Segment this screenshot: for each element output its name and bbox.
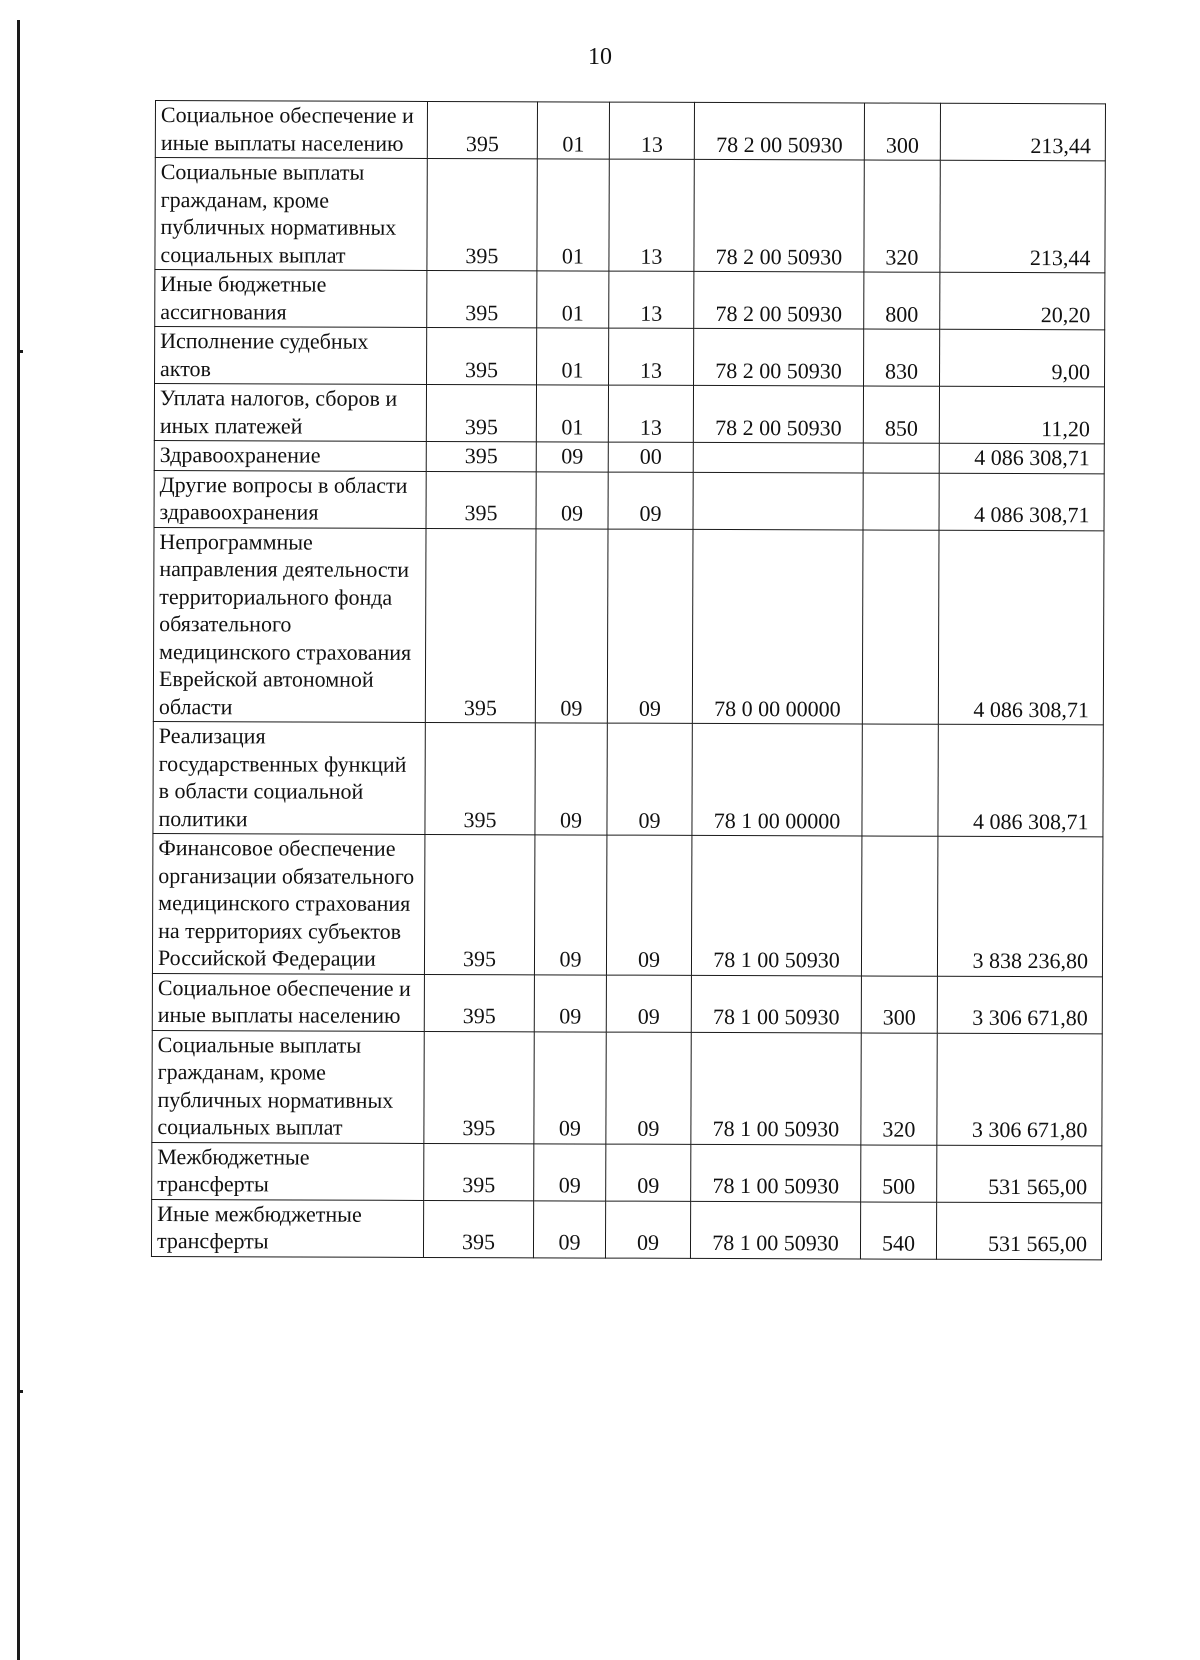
table-row <box>152 1142 1102 1202</box>
row-subsection-code: 13 <box>609 271 694 328</box>
row-target-article: 78 1 00 50930 <box>691 835 861 975</box>
table-row <box>154 440 1104 473</box>
row-subsection-code: 09 <box>607 529 693 724</box>
row-target-article: 78 2 00 50930 <box>693 385 863 443</box>
row-section-code: 09 <box>536 442 608 472</box>
row-expense-type <box>862 529 939 724</box>
row-grbs-code: 395 <box>426 441 536 471</box>
row-amount: 11,20 <box>939 386 1104 444</box>
row-subsection-code: 09 <box>606 835 691 975</box>
row-amount: 9,00 <box>940 329 1105 387</box>
scan-edge-line <box>17 20 20 1660</box>
row-section-code: 09 <box>535 528 608 723</box>
table-row <box>154 470 1104 530</box>
row-section-code: 01 <box>536 385 608 442</box>
row-expense-type <box>862 724 938 836</box>
row-amount: 213,44 <box>940 160 1105 273</box>
row-section-code: 09 <box>534 835 606 975</box>
row-amount: 531 565,00 <box>936 1202 1101 1260</box>
row-subsection-code: 09 <box>608 472 693 529</box>
row-amount: 531 565,00 <box>937 1145 1102 1203</box>
row-expense-type: 320 <box>861 1032 937 1144</box>
row-name: Финансовое обеспечение организации обязательного медицинского страхования на территориях субъектов Российской Федерации <box>152 833 424 973</box>
row-section-code: 01 <box>537 102 609 159</box>
row-expense-type: 800 <box>864 272 940 329</box>
row-grbs-code: 395 <box>425 528 536 723</box>
row-section-code: 09 <box>535 723 607 835</box>
budget-table <box>151 100 1106 1260</box>
row-subsection-code: 09 <box>606 1144 691 1201</box>
row-subsection-code: 09 <box>607 723 692 835</box>
row-target-article: 78 2 00 50930 <box>694 102 864 160</box>
row-section-code: 01 <box>537 271 609 328</box>
row-grbs-code: 395 <box>424 1143 534 1200</box>
row-subsection-code: 13 <box>609 159 694 271</box>
row-subsection-code: 13 <box>609 102 694 159</box>
row-target-article <box>693 472 863 530</box>
row-name: Социальные выплаты гражданам, кроме публичных нормативных социальных выплат <box>155 158 427 271</box>
table-row <box>153 527 1104 725</box>
row-target-article: 78 2 00 50930 <box>694 328 864 386</box>
row-expense-type: 320 <box>864 160 940 272</box>
row-grbs-code: 395 <box>427 101 537 158</box>
row-grbs-code: 395 <box>427 158 537 270</box>
row-target-article: 78 2 00 50930 <box>694 159 864 272</box>
row-section-code: 09 <box>534 1031 606 1143</box>
budget-table-container <box>151 100 1105 1260</box>
row-grbs-code: 395 <box>427 270 537 327</box>
table-row <box>152 973 1102 1033</box>
row-grbs-code: 395 <box>427 327 537 384</box>
row-subsection-code: 09 <box>606 1032 691 1144</box>
row-amount: 20,20 <box>940 272 1105 330</box>
table-row <box>151 1199 1101 1259</box>
row-target-article: 78 1 00 50930 <box>691 975 861 1033</box>
row-amount: 213,44 <box>940 103 1105 161</box>
row-name: Иные бюджетные ассигнования <box>155 270 427 328</box>
row-subsection-code: 13 <box>608 385 693 442</box>
row-name: Здравоохранение <box>154 440 426 470</box>
row-name: Социальное обеспечение и иные выплаты населению <box>152 973 424 1031</box>
table-row <box>152 1030 1102 1145</box>
table-row <box>154 384 1104 444</box>
budget-table-body <box>151 101 1105 1260</box>
row-amount: 3 838 236,80 <box>937 836 1102 976</box>
table-row <box>155 270 1105 330</box>
row-name: Социальные выплаты гражданам, кроме публичных нормативных социальных выплат <box>152 1030 424 1143</box>
table-row <box>155 327 1105 387</box>
row-target-article: 78 1 00 00000 <box>692 723 862 836</box>
row-section-code: 01 <box>537 328 609 385</box>
page-number: 10 <box>588 44 612 70</box>
row-name: Межбюджетные трансферты <box>152 1142 424 1200</box>
row-amount: 3 306 671,80 <box>937 1033 1102 1146</box>
row-section-code: 09 <box>534 974 606 1031</box>
row-target-article <box>693 442 863 472</box>
row-name: Другие вопросы в области здравоохранения <box>154 470 426 528</box>
row-section-code: 01 <box>537 159 609 271</box>
row-expense-type <box>863 472 939 529</box>
row-name: Исполнение судебных актов <box>155 327 427 385</box>
row-name: Иные межбюджетные трансферты <box>151 1199 423 1257</box>
row-grbs-code: 395 <box>423 1200 533 1257</box>
row-amount: 4 086 308,71 <box>938 724 1103 837</box>
row-subsection-code: 09 <box>606 975 691 1032</box>
row-target-article: 78 1 00 50930 <box>690 1201 860 1259</box>
row-grbs-code: 395 <box>424 974 534 1031</box>
row-section-code: 09 <box>533 1200 605 1257</box>
row-name: Реализация государственных функций в области социальной политики <box>153 721 425 834</box>
row-grbs-code: 395 <box>424 1031 534 1143</box>
row-expense-type: 540 <box>860 1201 936 1258</box>
row-subsection-code: 09 <box>605 1201 690 1258</box>
row-grbs-code: 395 <box>426 471 536 528</box>
row-amount: 3 306 671,80 <box>937 976 1102 1034</box>
table-row <box>155 101 1105 161</box>
table-row <box>153 721 1103 836</box>
row-expense-type: 830 <box>864 329 940 386</box>
row-expense-type: 500 <box>861 1144 937 1201</box>
row-target-article: 78 2 00 50930 <box>694 271 864 329</box>
row-expense-type: 300 <box>864 103 940 160</box>
row-amount: 4 086 308,71 <box>939 473 1104 531</box>
row-amount: 4 086 308,71 <box>939 443 1104 473</box>
row-target-article: 78 0 00 00000 <box>692 529 863 724</box>
row-name: Социальное обеспечение и иные выплаты населению <box>155 101 427 159</box>
scan-edge-tick <box>17 350 23 353</box>
row-name: Уплата налогов, сборов и иных платежей <box>154 384 426 442</box>
row-section-code: 09 <box>536 471 608 528</box>
row-expense-type: 300 <box>861 975 937 1032</box>
row-section-code: 09 <box>534 1143 606 1200</box>
row-grbs-code: 395 <box>424 834 534 974</box>
row-target-article: 78 1 00 50930 <box>691 1144 861 1202</box>
row-grbs-code: 395 <box>426 384 536 441</box>
row-grbs-code: 395 <box>425 722 535 834</box>
row-amount: 4 086 308,71 <box>938 530 1104 725</box>
scan-edge-tick <box>17 1390 23 1393</box>
row-name: Непрограммные направления деятельности территориального фонда обязательного медицинского страхования Еврейской автономной области <box>153 527 426 722</box>
row-expense-type <box>863 443 939 473</box>
row-subsection-code: 13 <box>609 328 694 385</box>
row-target-article: 78 1 00 50930 <box>691 1032 861 1145</box>
table-row <box>152 833 1102 976</box>
row-expense-type <box>861 836 937 976</box>
table-row <box>155 158 1105 273</box>
row-subsection-code: 00 <box>608 442 693 472</box>
row-expense-type: 850 <box>863 386 939 443</box>
